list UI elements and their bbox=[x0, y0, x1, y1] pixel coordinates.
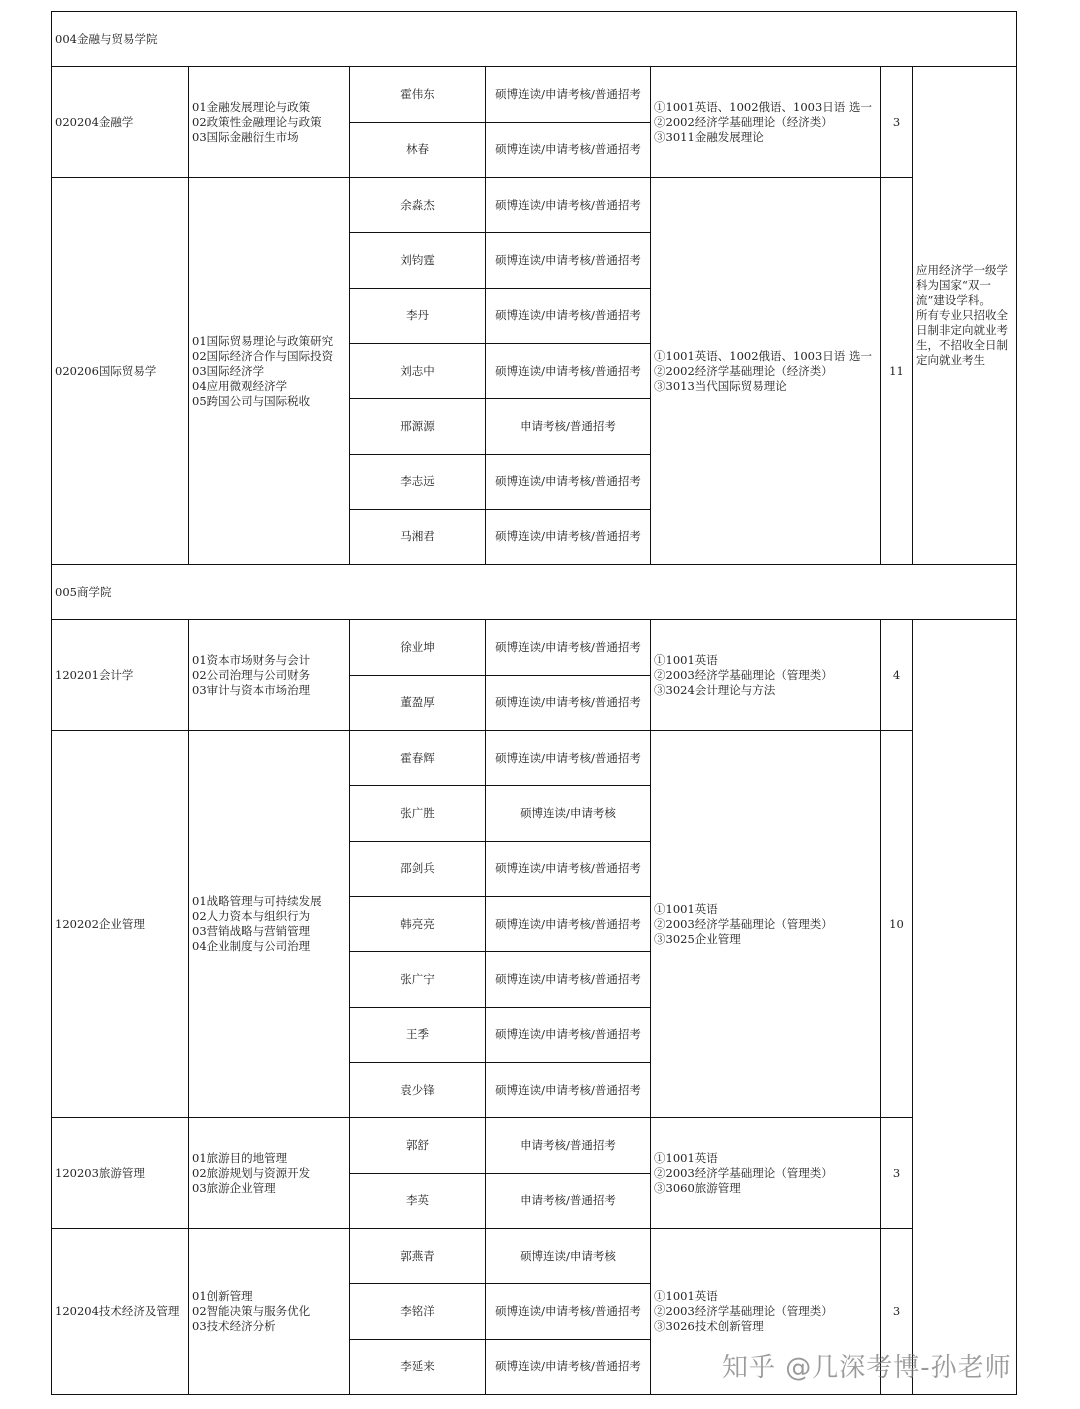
research-directions-line: 03营销战略与营销管理 bbox=[192, 924, 311, 939]
admission-mode: 申请考核/普通招考 bbox=[486, 399, 651, 454]
research-directions-line: 03旅游企业管理 bbox=[192, 1180, 276, 1195]
exam-subjects-line: ②2003经济学基础理论（管理类） bbox=[654, 1165, 833, 1180]
remarks-line: 应用经济学一级学科为国家“双一流”建设学科。 bbox=[916, 263, 1008, 308]
research-directions-line: 02政策性金融理论与政策 bbox=[192, 114, 322, 129]
admission-mode: 硕博连读/申请考核/普通招考 bbox=[486, 454, 651, 509]
admission-mode: 硕博连读/申请考核/普通招考 bbox=[486, 343, 651, 398]
supervisor-name: 刘钧霆 bbox=[350, 233, 486, 288]
research-directions bbox=[189, 67, 350, 178]
research-directions-line: 02智能决策与服务优化 bbox=[192, 1303, 311, 1318]
major-code-name: 020206国际贸易学 bbox=[52, 177, 189, 564]
department-name: 004金融与贸易学院 bbox=[52, 12, 1017, 67]
supervisor-name: 余淼杰 bbox=[350, 177, 486, 232]
supervisor-name: 霍春辉 bbox=[350, 731, 486, 786]
supervisor-name: 李铭洋 bbox=[350, 1284, 486, 1339]
supervisor-name: 韩亮亮 bbox=[350, 897, 486, 952]
admission-mode: 硕博连读/申请考核/普通招考 bbox=[486, 841, 651, 896]
enrollment-quota: 3 bbox=[881, 1118, 913, 1229]
exam-subjects-line: ②2002经济学基础理论（经济类） bbox=[654, 114, 833, 129]
admission-mode: 硕博连读/申请考核/普通招考 bbox=[486, 233, 651, 288]
exam-subjects-line: ③3024会计理论与方法 bbox=[654, 682, 776, 697]
exam-subjects-line: ③3060旅游管理 bbox=[654, 1180, 741, 1195]
admission-mode: 硕博连读/申请考核/普通招考 bbox=[486, 288, 651, 343]
major-code-name: 020204金融学 bbox=[52, 67, 189, 178]
research-directions-line: 04企业制度与公司治理 bbox=[192, 939, 311, 954]
admission-mode: 硕博连读/申请考核/普通招考 bbox=[486, 731, 651, 786]
supervisor-name: 邵剑兵 bbox=[350, 841, 486, 896]
research-directions-line: 01国际贸易理论与政策研究 bbox=[192, 333, 334, 348]
supervisor-name: 李志远 bbox=[350, 454, 486, 509]
remarks-empty bbox=[913, 620, 1017, 1395]
research-directions bbox=[189, 1118, 350, 1229]
table-row bbox=[52, 1228, 1017, 1283]
exam-subjects-line: ③3013当代国际贸易理论 bbox=[654, 378, 787, 393]
supervisor-name: 张广宁 bbox=[350, 952, 486, 1007]
supervisor-name: 袁少锋 bbox=[350, 1062, 486, 1117]
exam-subjects-line: ③3026技术创新管理 bbox=[654, 1318, 764, 1333]
admission-mode: 硕博连读/申请考核/普通招考 bbox=[486, 122, 651, 177]
research-directions-line: 03国际金融衍生市场 bbox=[192, 129, 299, 144]
exam-subjects bbox=[651, 731, 881, 1118]
enrollment-quota: 3 bbox=[881, 1228, 913, 1394]
research-directions-line: 01创新管理 bbox=[192, 1288, 253, 1303]
exam-subjects-line: ①1001英语 bbox=[654, 1288, 718, 1303]
supervisor-name: 邢源源 bbox=[350, 399, 486, 454]
major-code-name: 120202企业管理 bbox=[52, 731, 189, 1118]
supervisor-name: 林春 bbox=[350, 122, 486, 177]
research-directions-line: 03审计与资本市场治理 bbox=[192, 682, 311, 697]
admission-mode: 硕博连读/申请考核/普通招考 bbox=[486, 1284, 651, 1339]
exam-subjects-line: ①1001英语 bbox=[654, 1150, 718, 1165]
table-row bbox=[52, 67, 1017, 122]
major-code-name: 120204技术经济及管理 bbox=[52, 1228, 189, 1394]
admission-mode: 硕博连读/申请考核/普通招考 bbox=[486, 1339, 651, 1395]
exam-subjects-line: ②2003经济学基础理论（管理类） bbox=[654, 916, 833, 931]
remarks-line: 所有专业只招收全日制非定向就业考生，不招收全日制定向就业考生 bbox=[916, 308, 1008, 368]
supervisor-name: 李延来 bbox=[350, 1339, 486, 1395]
exam-subjects-line: ②2003经济学基础理论（管理类） bbox=[654, 667, 833, 682]
exam-subjects-line: ①1001英语 bbox=[654, 652, 718, 667]
exam-subjects bbox=[651, 177, 881, 564]
research-directions-line: 02公司治理与公司财务 bbox=[192, 667, 311, 682]
research-directions-line: 02旅游规划与资源开发 bbox=[192, 1165, 311, 1180]
watermark: 知乎 @几深考博-孙老师 bbox=[722, 1353, 1012, 1383]
supervisor-name: 马湘君 bbox=[350, 509, 486, 564]
table-row bbox=[52, 620, 1017, 675]
department-name: 005商学院 bbox=[52, 565, 1017, 620]
research-directions bbox=[189, 731, 350, 1118]
admissions-table-body bbox=[52, 12, 1017, 1395]
research-directions bbox=[189, 177, 350, 564]
exam-subjects-line: ①1001英语、1002俄语、1003日语 选一 bbox=[654, 348, 872, 363]
exam-subjects-line: ①1001英语、1002俄语、1003日语 选一 bbox=[654, 99, 872, 114]
supervisor-name: 霍伟东 bbox=[350, 67, 486, 122]
admission-mode: 硕博连读/申请考核 bbox=[486, 786, 651, 841]
exam-subjects bbox=[651, 67, 881, 178]
admission-mode: 硕博连读/申请考核/普通招考 bbox=[486, 177, 651, 232]
research-directions-line: 03国际经济学 bbox=[192, 363, 265, 378]
enrollment-quota: 3 bbox=[881, 67, 913, 178]
admission-mode: 申请考核/普通招考 bbox=[486, 1118, 651, 1173]
supervisor-name: 李丹 bbox=[350, 288, 486, 343]
admission-mode: 硕博连读/申请考核/普通招考 bbox=[486, 509, 651, 564]
research-directions-line: 05跨国公司与国际税收 bbox=[192, 393, 311, 408]
exam-subjects-line: ①1001英语 bbox=[654, 901, 718, 916]
table-row bbox=[52, 1118, 1017, 1173]
exam-subjects-line: ②2002经济学基础理论（经济类） bbox=[654, 363, 833, 378]
admission-mode: 硕博连读/申请考核/普通招考 bbox=[486, 620, 651, 675]
research-directions bbox=[189, 1228, 350, 1394]
admissions-table bbox=[51, 11, 1017, 1395]
table-row bbox=[52, 731, 1017, 786]
enrollment-quota: 10 bbox=[881, 731, 913, 1118]
admission-mode: 硕博连读/申请考核/普通招考 bbox=[486, 952, 651, 1007]
research-directions-line: 02国际经济合作与国际投资 bbox=[192, 348, 334, 363]
research-directions-line: 04应用微观经济学 bbox=[192, 378, 288, 393]
admission-mode: 硕博连读/申请考核/普通招考 bbox=[486, 897, 651, 952]
admission-mode: 硕博连读/申请考核 bbox=[486, 1228, 651, 1283]
research-directions-line: 03技术经济分析 bbox=[192, 1318, 276, 1333]
admission-mode: 硕博连读/申请考核/普通招考 bbox=[486, 675, 651, 730]
remarks bbox=[913, 67, 1017, 565]
research-directions-line: 01战略管理与可持续发展 bbox=[192, 894, 322, 909]
exam-subjects bbox=[651, 1118, 881, 1229]
admission-mode: 硕博连读/申请考核/普通招考 bbox=[486, 1062, 651, 1117]
supervisor-name: 刘志中 bbox=[350, 343, 486, 398]
exam-subjects-line: ③3025企业管理 bbox=[654, 931, 741, 946]
major-code-name: 120201会计学 bbox=[52, 620, 189, 731]
supervisor-name: 徐业坤 bbox=[350, 620, 486, 675]
supervisor-name: 董盈厚 bbox=[350, 675, 486, 730]
research-directions-line: 01资本市场财务与会计 bbox=[192, 652, 311, 667]
research-directions-line: 01金融发展理论与政策 bbox=[192, 99, 311, 114]
department-header-row bbox=[52, 12, 1017, 67]
supervisor-name: 李英 bbox=[350, 1173, 486, 1228]
major-code-name: 120203旅游管理 bbox=[52, 1118, 189, 1229]
exam-subjects bbox=[651, 620, 881, 731]
research-directions bbox=[189, 620, 350, 731]
supervisor-name: 郭舒 bbox=[350, 1118, 486, 1173]
admission-mode: 申请考核/普通招考 bbox=[486, 1173, 651, 1228]
admission-mode: 硕博连读/申请考核/普通招考 bbox=[486, 1007, 651, 1062]
enrollment-quota: 4 bbox=[881, 620, 913, 731]
research-directions-line: 02人力资本与组织行为 bbox=[192, 909, 311, 924]
table-row bbox=[52, 177, 1017, 232]
enrollment-quota: 11 bbox=[881, 177, 913, 564]
supervisor-name: 张广胜 bbox=[350, 786, 486, 841]
department-header-row bbox=[52, 565, 1017, 620]
supervisor-name: 郭燕青 bbox=[350, 1228, 486, 1283]
admission-mode: 硕博连读/申请考核/普通招考 bbox=[486, 67, 651, 122]
supervisor-name: 王季 bbox=[350, 1007, 486, 1062]
research-directions-line: 01旅游目的地管理 bbox=[192, 1150, 288, 1165]
exam-subjects-line: ③3011金融发展理论 bbox=[654, 129, 764, 144]
exam-subjects-line: ②2003经济学基础理论（管理类） bbox=[654, 1303, 833, 1318]
